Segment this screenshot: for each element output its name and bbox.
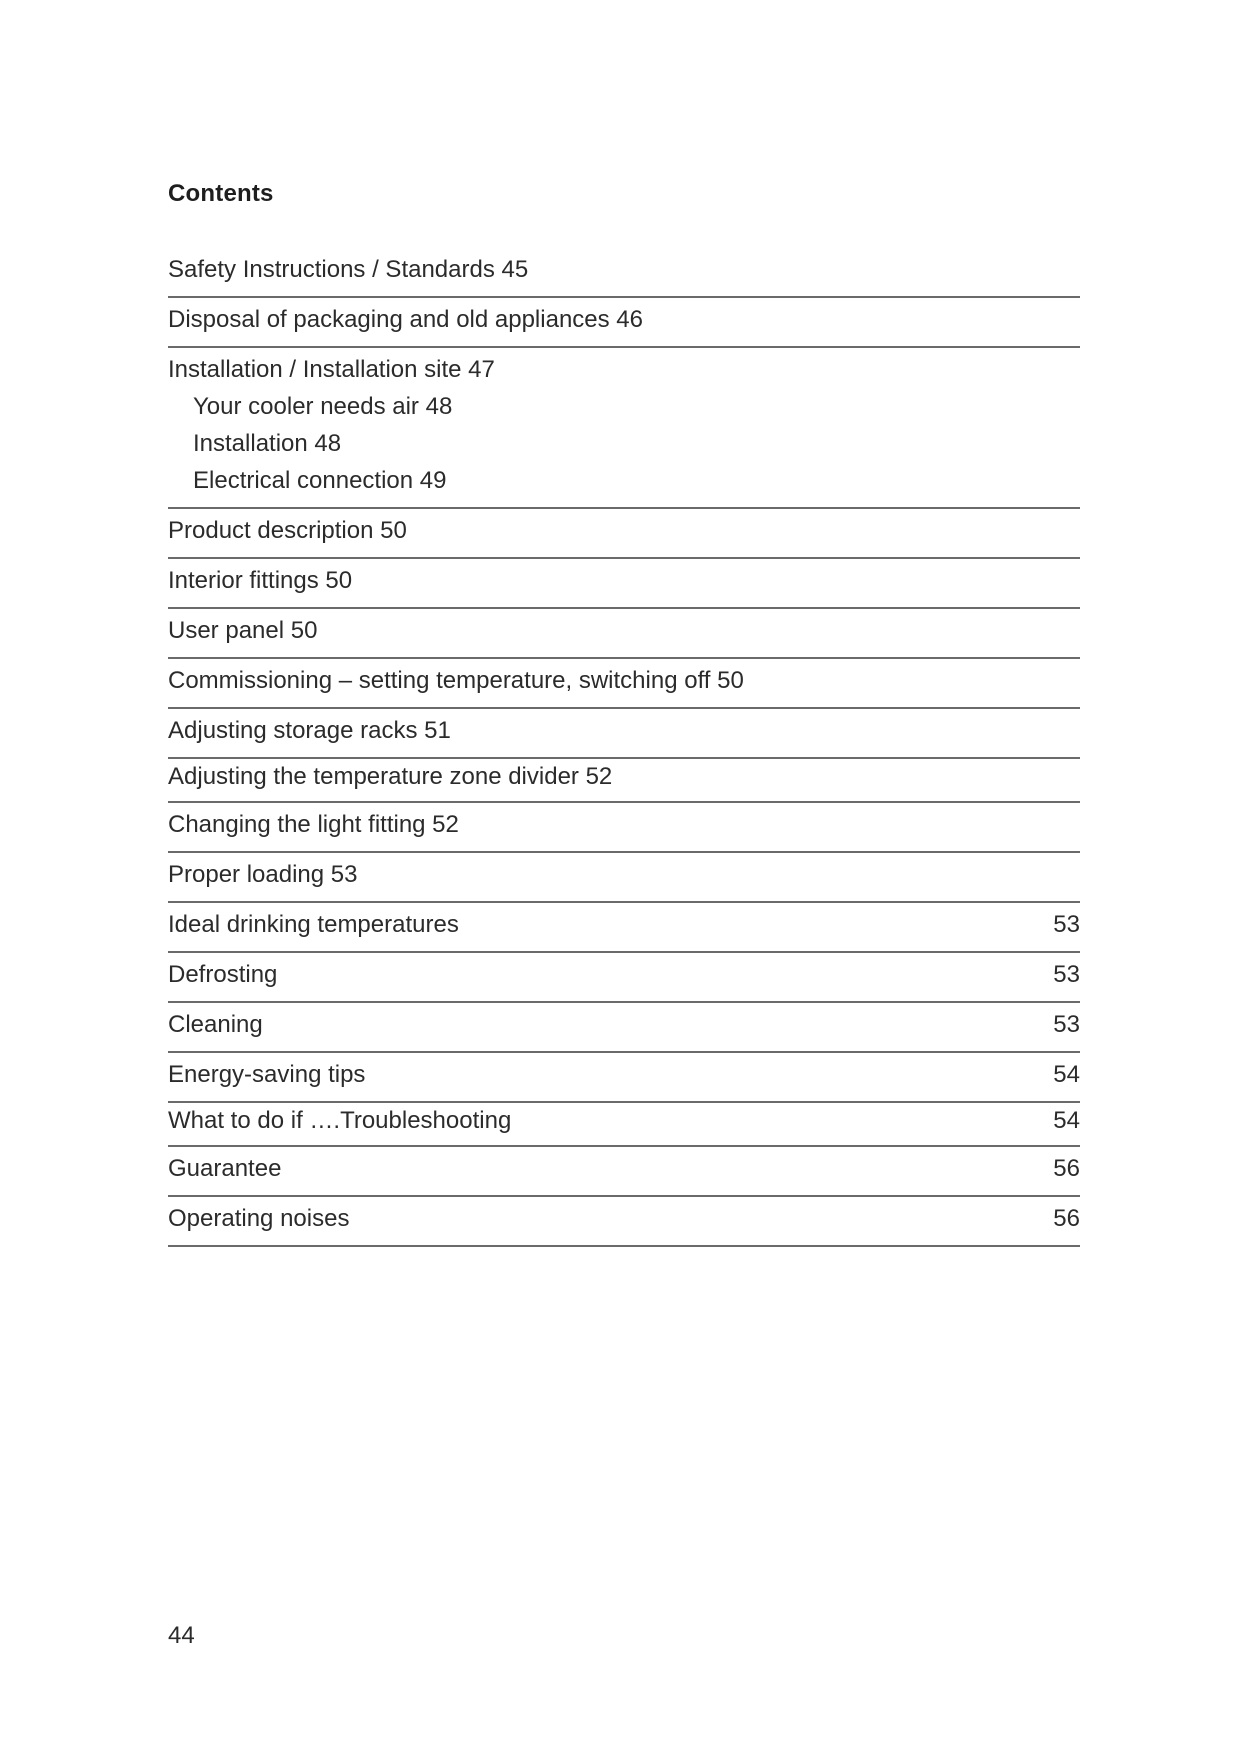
toc-entry-title: Disposal of packaging and old appliances 46	[168, 306, 643, 333]
toc-entry-title: Operating noises	[168, 1205, 350, 1232]
toc-entry	[168, 559, 1080, 609]
toc-entry-title: Changing the light fitting 52	[168, 811, 459, 838]
toc-entry-title: Safety Instructions / Standards 45	[168, 256, 529, 283]
toc-entry	[168, 803, 1080, 853]
toc-entry	[168, 1147, 1080, 1197]
toc-entry	[168, 298, 1080, 348]
contents-heading: Contents	[168, 180, 274, 207]
toc-entry	[168, 709, 1080, 759]
toc-entry	[168, 853, 1080, 903]
table-of-contents	[168, 248, 1080, 1247]
toc-entry	[168, 1003, 1080, 1053]
toc-entry-title: Adjusting storage racks 51	[168, 717, 451, 744]
toc-entry-title: Ideal drinking temperatures	[168, 911, 459, 938]
toc-entry-title: Proper loading 53	[168, 861, 358, 888]
toc-entry-title: Cleaning	[168, 1011, 263, 1038]
toc-entry-page: 53	[1053, 911, 1080, 938]
toc-entry	[168, 903, 1080, 953]
toc-entry-title: Energy-saving tips	[168, 1061, 366, 1088]
toc-subentry: Electrical connection 49	[193, 467, 447, 494]
toc-entry	[168, 248, 1080, 298]
toc-entry-page: 56	[1053, 1155, 1080, 1182]
toc-entry-title: User panel 50	[168, 617, 318, 644]
toc-entry-title: What to do if ….Troubleshooting	[168, 1107, 512, 1134]
toc-entry-page: 53	[1053, 1011, 1080, 1038]
toc-entry-page: 54	[1053, 1061, 1080, 1088]
page-number: 44	[168, 1622, 195, 1649]
toc-entry-title: Commissioning – setting temperature, switching off 50	[168, 667, 744, 694]
toc-entry	[168, 348, 1080, 509]
toc-subentry: Installation 48	[193, 430, 342, 457]
toc-entry-title: Defrosting	[168, 961, 278, 988]
toc-entry-title: Adjusting the temperature zone divider 52	[168, 763, 613, 790]
toc-entry	[168, 953, 1080, 1003]
toc-entry-title: Product description 50	[168, 517, 407, 544]
toc-subentry: Your cooler needs air 48	[193, 393, 453, 420]
toc-entry	[168, 609, 1080, 659]
toc-entry	[168, 659, 1080, 709]
toc-entry-page: 54	[1053, 1107, 1080, 1134]
toc-entry-page: 56	[1053, 1205, 1080, 1232]
toc-entry-title: Installation / Installation site 47	[168, 356, 495, 383]
toc-entry	[168, 1197, 1080, 1247]
toc-entry	[168, 1053, 1080, 1103]
toc-entry	[168, 759, 1080, 803]
toc-entry	[168, 509, 1080, 559]
toc-entry-title: Guarantee	[168, 1155, 282, 1182]
toc-entry-title: Interior fittings 50	[168, 567, 353, 594]
toc-entry	[168, 1103, 1080, 1147]
toc-entry-page: 53	[1053, 961, 1080, 988]
